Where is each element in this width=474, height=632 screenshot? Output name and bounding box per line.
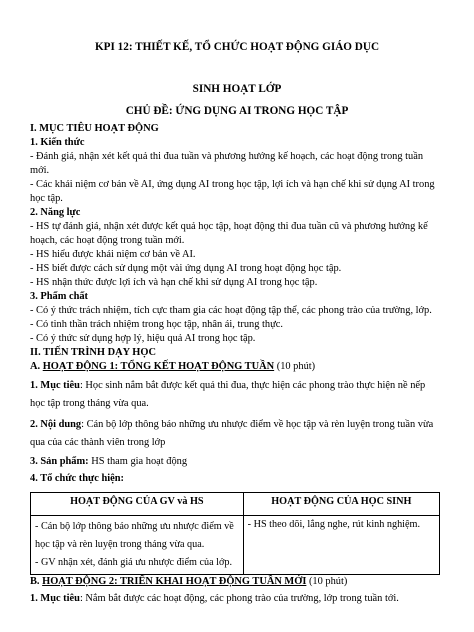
- activity-2-time: (10 phút): [306, 576, 348, 587]
- activity-1-content: 2. Nội dung: Cán bộ lớp thông báo những ưu nhược điểm về học tập và rèn luyện trong tuần vừa qua của các thành viên trong lớp: [30, 419, 434, 448]
- subsection-heading: 3. Phẩm chất: [30, 291, 89, 302]
- subsection-heading: 1. Kiến thức: [30, 137, 85, 148]
- table-header-gv: HOẠT ĐỘNG CỦA GV và HS: [31, 493, 244, 516]
- list-item: - HS hiểu được khái niệm cơ bản về AI.: [30, 249, 196, 260]
- list-item: - Các khái niệm cơ bản về AI, ứng dụng AI trong học tập, lợi ích và hạn chế khi sử dụng AI trong học tập.: [30, 179, 435, 204]
- table-row: [31, 516, 440, 575]
- list-item: - Có ý thức sử dụng hợp lý, hiệu quả AI trong học tập.: [30, 333, 256, 344]
- activity-2-title: HOẠT ĐỘNG 2: TRIỂN KHAI HOẠT ĐỘNG TUẦN MỚI: [42, 576, 307, 587]
- list-item: - Có ý thức trách nhiệm, tích cực tham gia các hoạt động tập thể, các phong trào của trường, lớp.: [30, 305, 432, 316]
- lesson-title: SINH HOẠT LỚP: [192, 83, 282, 95]
- list-item: - HS tự đánh giá, nhận xét được kết quả học tập, hoạt động thi đua tuần cũ và phương hướng kế hoạch, các hoạt động trong tuần mới.: [30, 221, 428, 246]
- section-heading: I. MỤC TIÊU HOẠT ĐỘNG: [30, 123, 159, 134]
- activity-1-time: (10 phút): [274, 361, 316, 372]
- document-body: [30, 122, 440, 606]
- activity-1-title: HOẠT ĐỘNG 1: TỔNG KẾT HOẠT ĐỘNG TUẦN: [42, 361, 275, 372]
- table-cell-hs: - HS theo dõi, lắng nghe, rút kinh nghiệm.: [243, 516, 439, 575]
- activity-1-heading: A. HOẠT ĐỘNG 1: TỔNG KẾT HOẠT ĐỘNG TUẦN (10 phút): [30, 361, 316, 372]
- activity-1-product: 3. Sản phẩm: HS tham gia hoạt động: [30, 456, 188, 467]
- activity-1-organization: 4. Tổ chức thực hiện:: [30, 473, 124, 484]
- activity-2-goal: 1. Mục tiêu: Nắm bắt được các hoạt động, các phong trào của trường, lớp trong tuần tới.: [30, 593, 399, 604]
- list-item: - HS biết được cách sử dụng một vài ứng dụng AI trong hoạt động học tập.: [30, 263, 342, 274]
- section-heading: II. TIẾN TRÌNH DẠY HỌC: [30, 347, 156, 358]
- activity-1-goal: 1. Mục tiêu: Học sinh nắm bắt được kết quả thi đua, thực hiện các phong trào thực hiện nề nếp học tập trong tháng vừa qua.: [30, 380, 426, 409]
- list-item: - Đánh giá, nhận xét kết quả thi đua tuần và phương hướng kế hoạch, các hoạt động trong tuần mới.: [30, 151, 424, 176]
- activity-table: [30, 492, 440, 575]
- lesson-topic: CHỦ ĐỀ: ỨNG DỤNG AI TRONG HỌC TẬP: [125, 105, 349, 117]
- table-cell-gv: - Cán bộ lớp thông báo những ưu nhược điểm về học tập và rèn luyện trong tháng vừa qua. - GV nhận xét, đánh giá ưu nhược điểm của lớp.: [31, 516, 244, 575]
- subsection-heading: 2. Năng lực: [30, 207, 81, 218]
- list-item: - HS nhận thức được lợi ích và hạn chế khi sử dụng AI trong học tập.: [30, 277, 318, 288]
- table-header-hs: HOẠT ĐỘNG CỦA HỌC SINH: [243, 493, 439, 516]
- kpi-title: KPI 12: THIẾT KẾ, TỔ CHỨC HOẠT ĐỘNG GIÁO DỤC: [94, 41, 380, 53]
- list-item: - Có tinh thần trách nhiệm trong học tập, nhân ái, trung thực.: [30, 319, 283, 330]
- activity-2-heading: B. HOẠT ĐỘNG 2: TRIỂN KHAI HOẠT ĐỘNG TUẦN MỚI (10 phút): [30, 576, 348, 587]
